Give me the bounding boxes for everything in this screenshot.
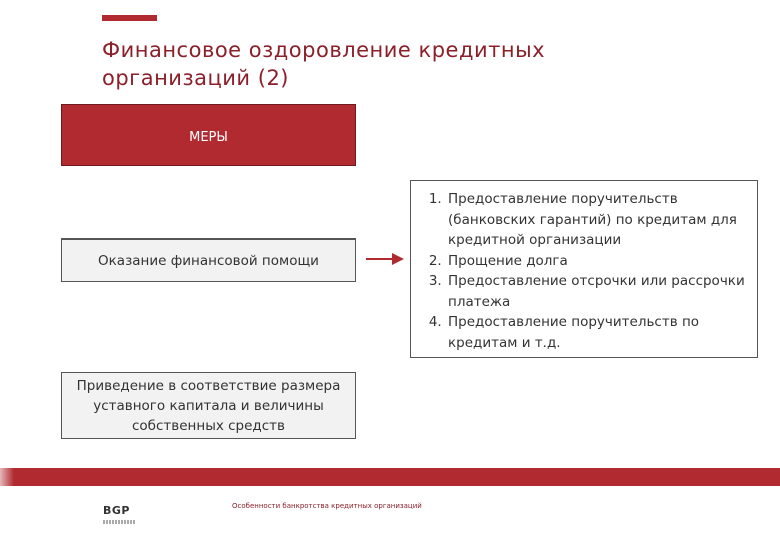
list-item: 2. Прощение долга <box>446 251 747 272</box>
footer-caption: Особенности банкротства кредитных организаций <box>232 502 422 510</box>
top-accent-bar <box>102 15 157 21</box>
list-item: 4. Предоставление поручительств по кредитам и т.д. <box>446 312 747 353</box>
aid-forms-list <box>410 180 758 358</box>
logo-text: BGP <box>103 504 130 517</box>
arrow-right-icon <box>366 251 404 267</box>
footer-bar <box>0 468 780 486</box>
slide-title-line-2: организаций (2) <box>102 66 290 90</box>
slide-title <box>102 36 662 92</box>
list-item: 1. Предоставление поручительств (банковских гарантий) по кредитам для кредитной организации <box>446 189 747 251</box>
financial-aid-box: Оказание финансовой помощи <box>61 238 356 282</box>
measures-header: МЕРЫ <box>61 104 356 166</box>
logo-subtitle-mark <box>103 520 136 524</box>
company-logo <box>103 505 136 524</box>
footer-bar-fade <box>0 468 14 486</box>
list-item: 3. Предоставление отсрочки или рассрочки платежа <box>446 271 747 312</box>
capital-compliance-box: Приведение в соответствие размера уставного капитала и величины собственных средств <box>61 372 356 439</box>
slide-title-line-1: Финансовое оздоровление кредитных <box>102 38 546 62</box>
